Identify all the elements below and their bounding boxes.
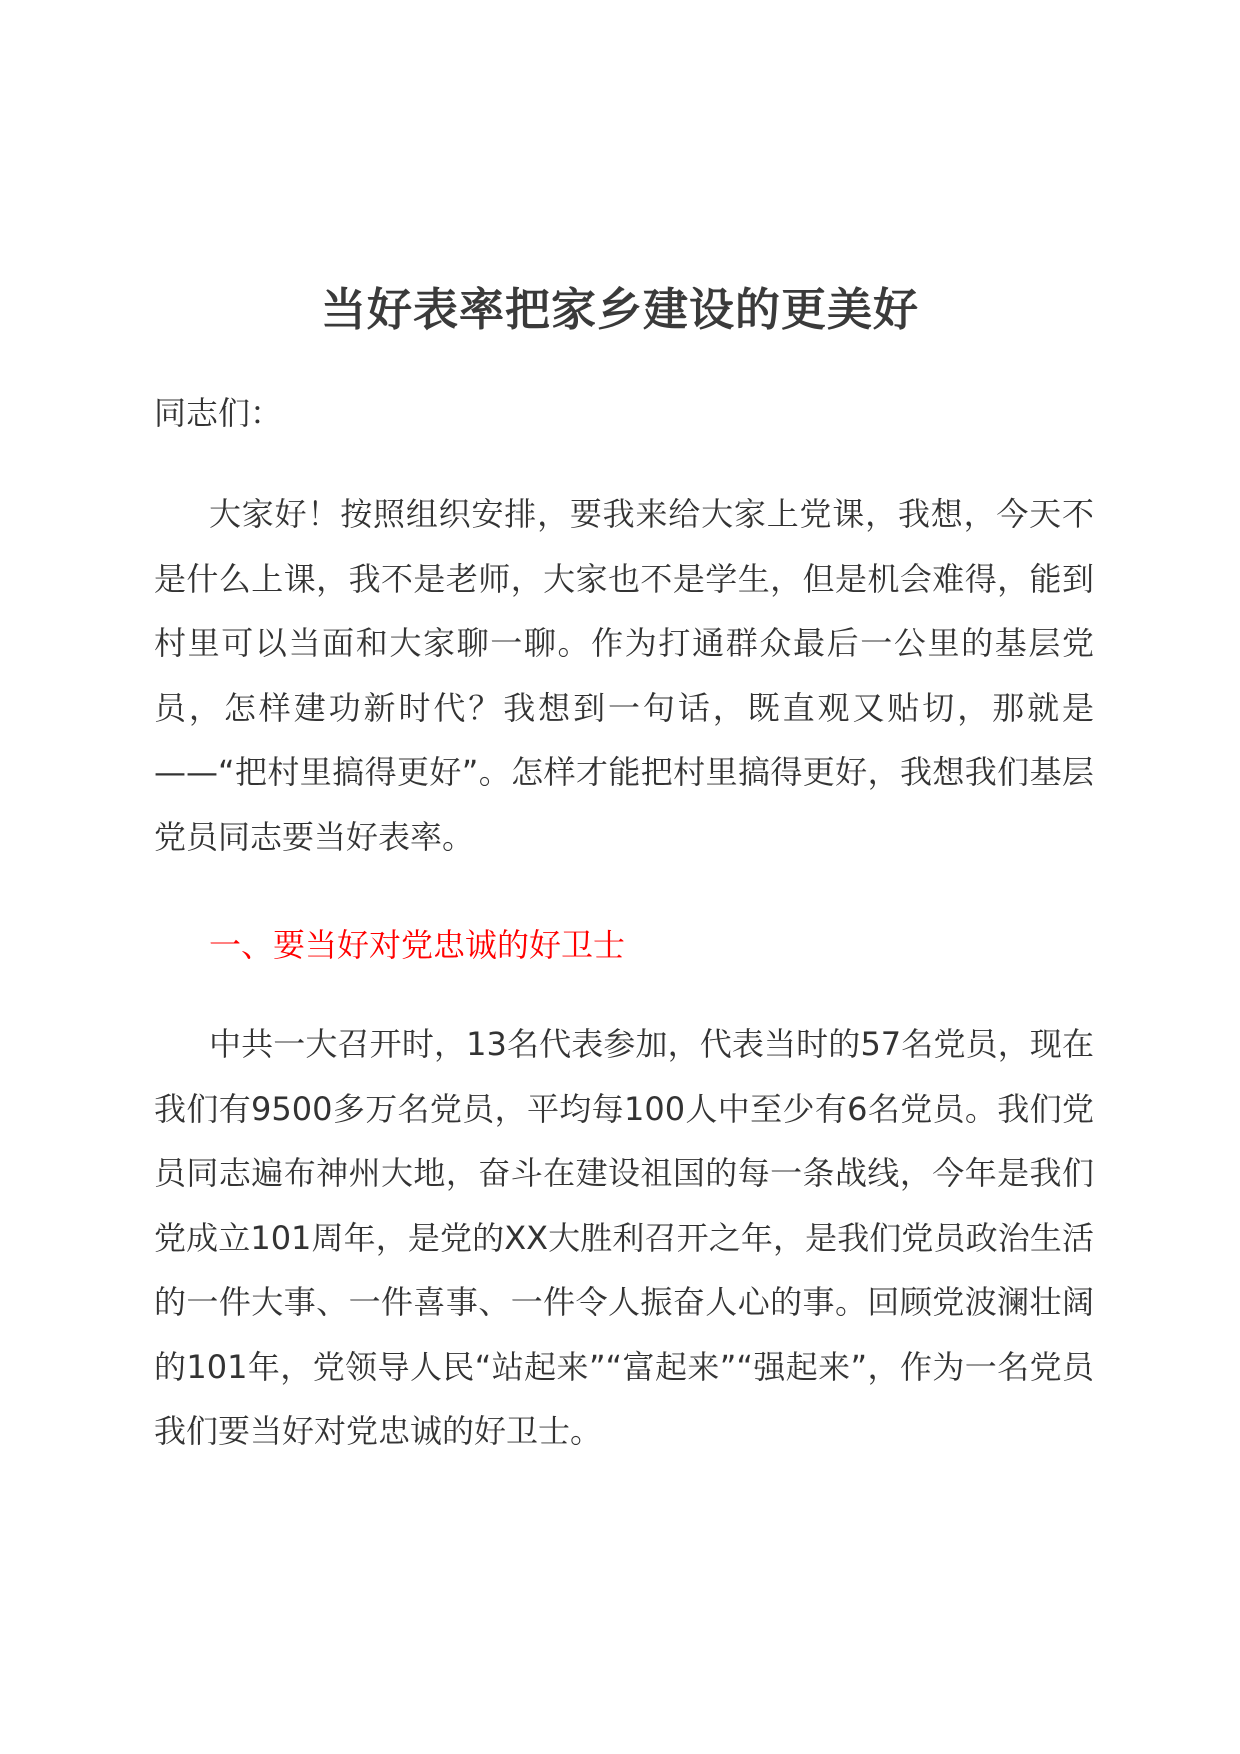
salutation: 同志们：	[154, 394, 283, 432]
paragraph-intro: 大家好！按照组织安排，要我来给大家上党课，我想，今天不是什么上课，我不是老师，大家也不是学生，但是机会难得，能到村里可以当面和大家聊一聊。作为打通群众最后一公里的基层党员，怎样建功新时代？我想到一句话，既直观又贴切，那就是——“把村里搞得更好”。怎样才能把村里搞得更好，我想我们基层党员同志要当好表率。	[154, 495, 1094, 856]
document-title: 当好表率把家乡建设的更美好	[320, 283, 919, 336]
section-heading: 一、要当好对党忠诚的好卫士	[209, 926, 626, 964]
paragraph-body: 中共一大召开时，13名代表参加，代表当时的57名党员，现在我们有9500多万名党员，平均每100人中至少有6名党员。我们党员同志遍布神州大地，奋斗在建设祖国的每一条战线，今年是我们党成立101周年，是党的XX大胜利召开之年，是我们党员政治生活的一件大事、一件喜事、一件令人振奋人心的事。回顾党波澜壮阔的101年，党领导人民“站起来”“富起来”“强起来”，作为一名党员我们要当好对党忠诚的好卫士。	[154, 1025, 1094, 1450]
